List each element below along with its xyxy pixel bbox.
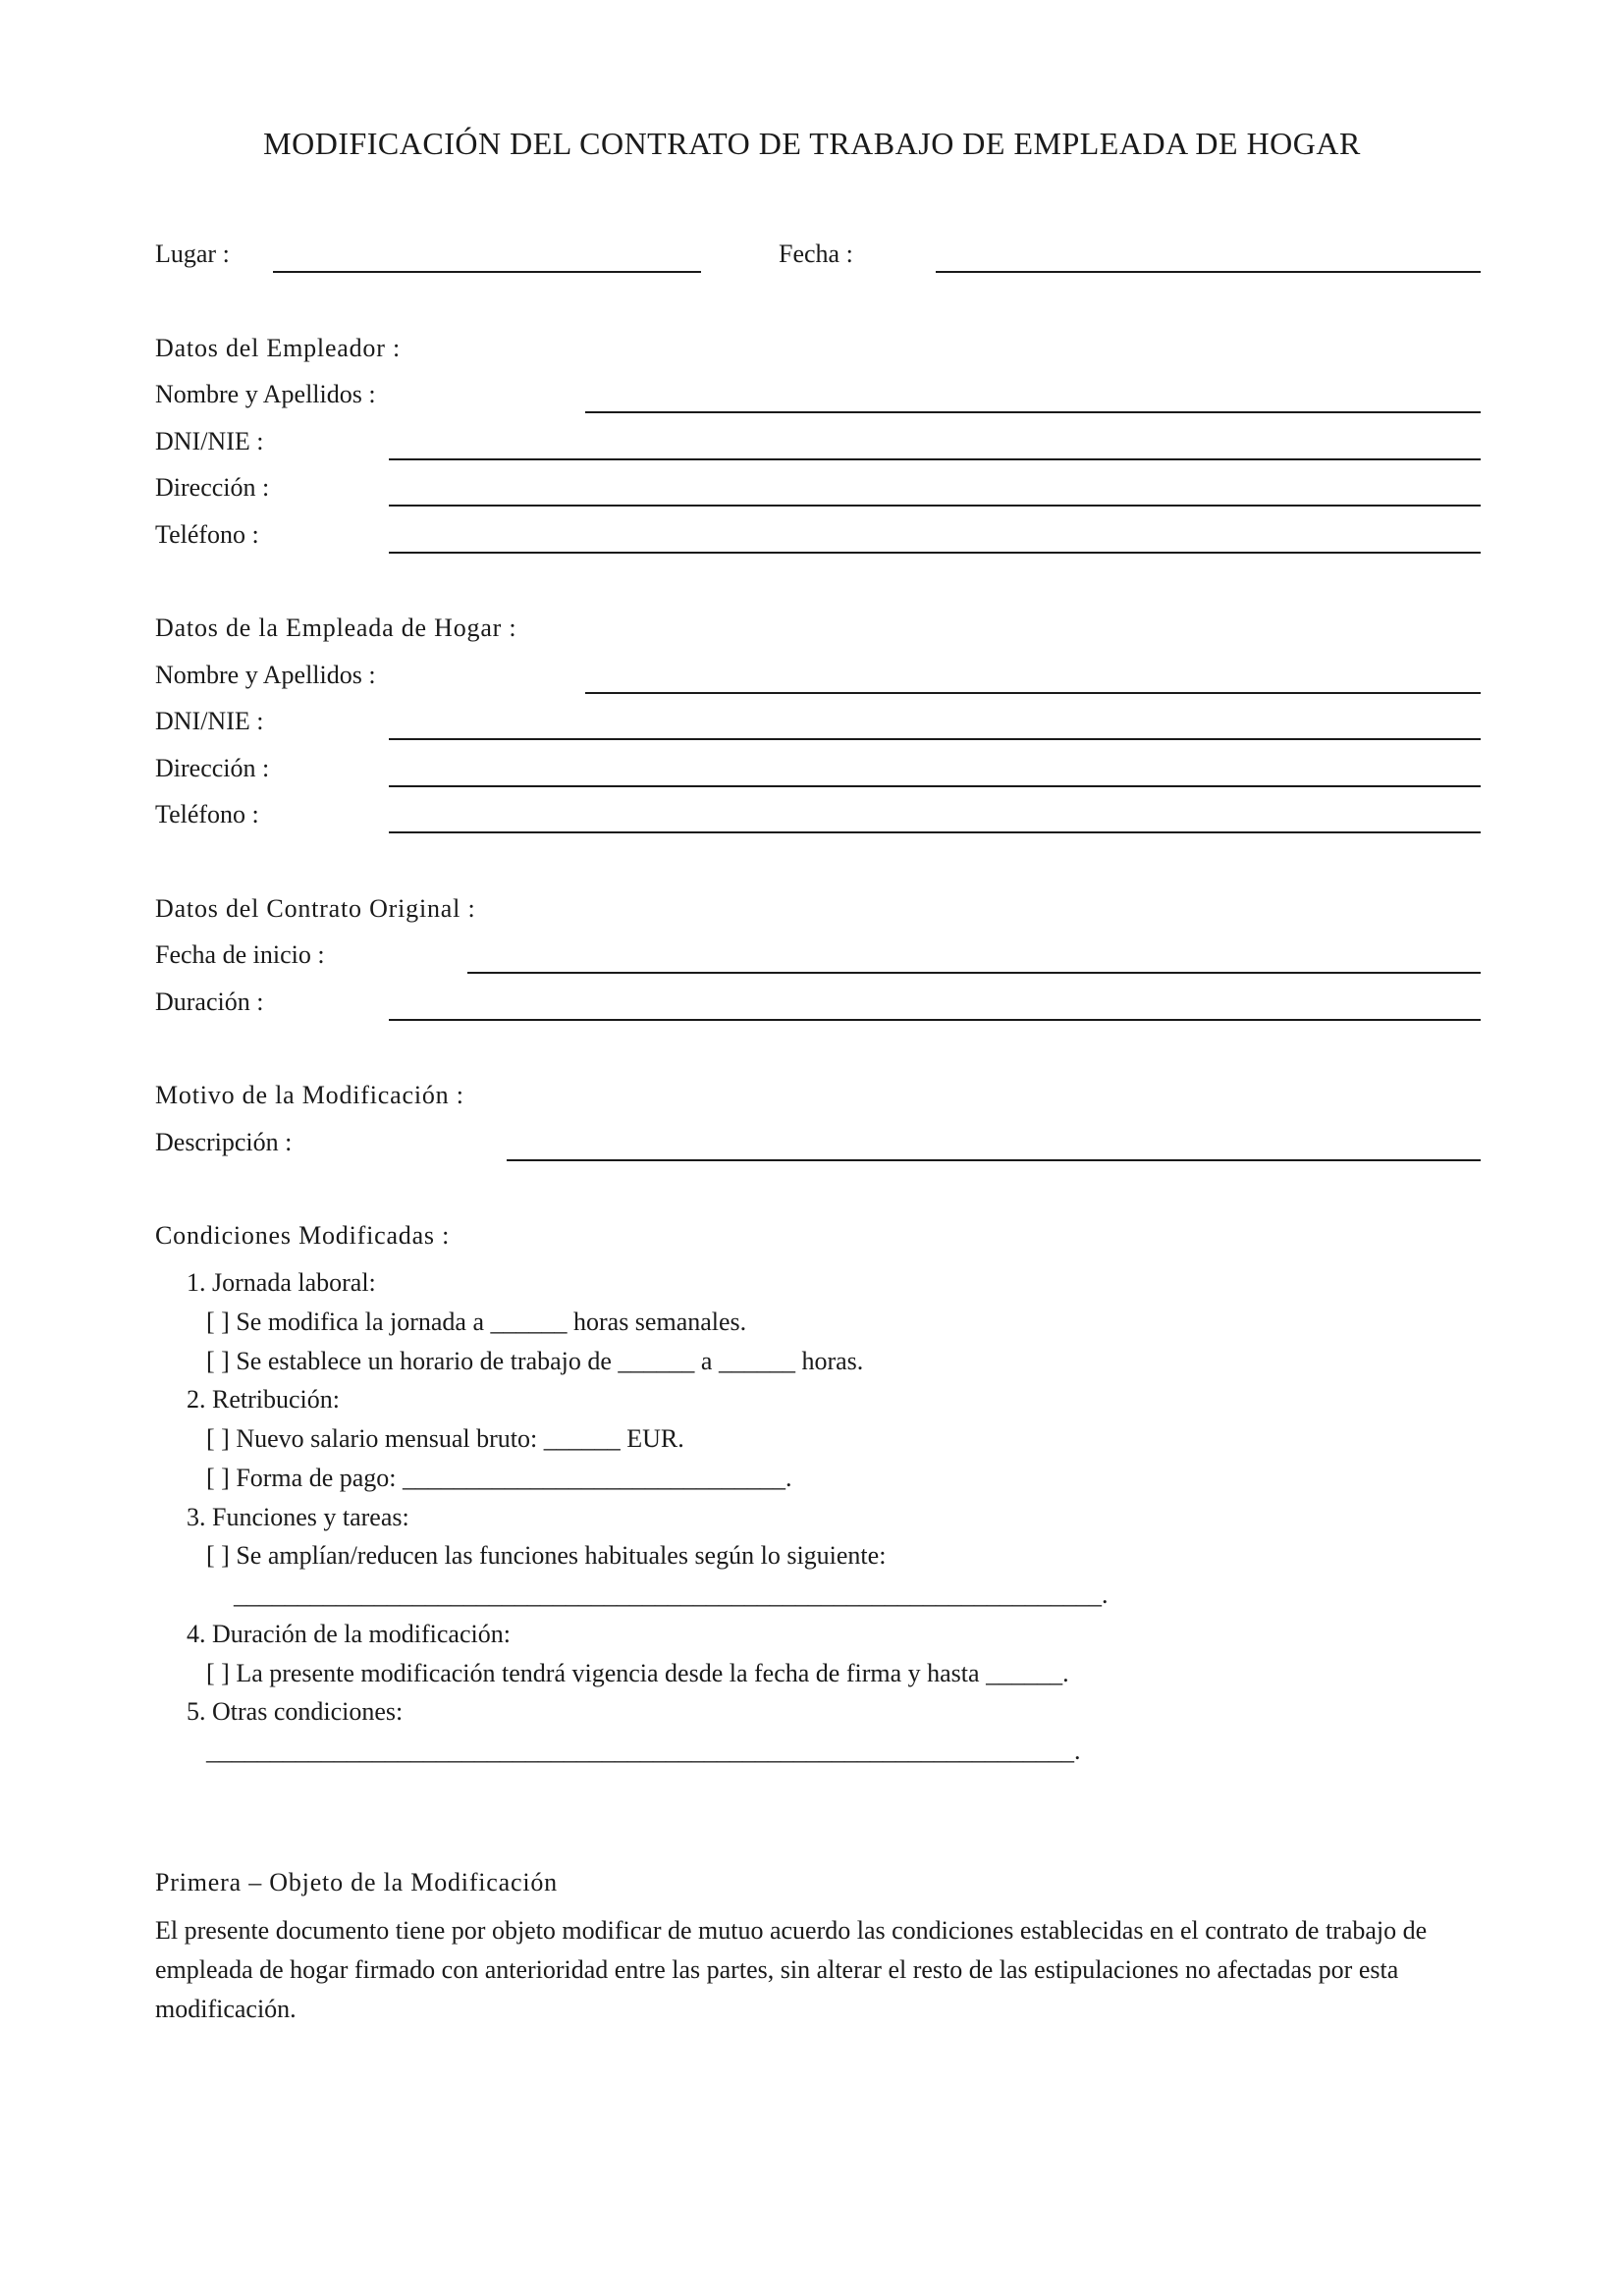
lugar-label: Lugar : bbox=[155, 240, 230, 268]
empleada-direccion-label: Dirección : bbox=[155, 754, 270, 782]
condicion-jornada-opcion-2[interactable]: [ ] Se establece un horario de trabajo de ______ a ______ horas. bbox=[206, 1347, 864, 1375]
empleador-direccion-label: Dirección : bbox=[155, 473, 270, 502]
condiciones-heading: Condiciones Modificadas : bbox=[155, 1221, 451, 1250]
fecha-field[interactable] bbox=[936, 271, 1481, 273]
empleada-dni-field[interactable] bbox=[389, 738, 1481, 740]
contrato-duracion-label: Duración : bbox=[155, 988, 264, 1016]
condicion-otras-blank[interactable]: ____________________________________________________________________. bbox=[206, 1736, 1081, 1765]
condicion-funciones-blank[interactable]: ____________________________________________________________________. bbox=[234, 1580, 1109, 1609]
lugar-field[interactable] bbox=[273, 271, 701, 273]
condicion-funciones-opcion-1[interactable]: [ ] Se amplían/reducen las funciones habituales según lo siguiente: bbox=[206, 1541, 887, 1570]
empleador-nombre-label: Nombre y Apellidos : bbox=[155, 380, 376, 408]
empleada-telefono-field[interactable] bbox=[389, 831, 1481, 833]
condicion-duracion-title: 4. Duración de la modificación: bbox=[187, 1620, 511, 1648]
condicion-jornada-title: 1. Jornada laboral: bbox=[187, 1268, 376, 1297]
contrato-heading: Datos del Contrato Original : bbox=[155, 894, 476, 923]
fecha-label: Fecha : bbox=[779, 240, 853, 268]
condicion-retribucion-opcion-2[interactable]: [ ] Forma de pago: ______________________________. bbox=[206, 1464, 792, 1492]
motivo-descripcion-label: Descripción : bbox=[155, 1128, 293, 1156]
condicion-otras-title: 5. Otras condiciones: bbox=[187, 1697, 404, 1726]
empleada-nombre-field[interactable] bbox=[585, 692, 1481, 694]
clausula-text: El presente documento tiene por objeto modificar de mutuo acuerdo las condiciones establecidas en el contrato de trabajo de empleada de hogar firmado con anterioridad entre las partes, sin alterar el resto de las estipulaciones no afectadas por esta modificación. bbox=[155, 1916, 1428, 2023]
empleador-telefono-field[interactable] bbox=[389, 552, 1481, 554]
empleador-telefono-label: Teléfono : bbox=[155, 520, 259, 549]
condicion-retribucion-title: 2. Retribución: bbox=[187, 1385, 340, 1414]
contrato-fecha-inicio-label: Fecha de inicio : bbox=[155, 940, 325, 969]
document-title: MODIFICACIÓN DEL CONTRATO DE TRABAJO DE EMPLEADA DE HOGAR bbox=[263, 126, 1361, 161]
clausula-heading: Primera – Objeto de la Modificación bbox=[155, 1868, 558, 1896]
empleador-dni-label: DNI/NIE : bbox=[155, 427, 264, 455]
contrato-fecha-inicio-field[interactable] bbox=[467, 972, 1481, 974]
empleador-heading: Datos del Empleador : bbox=[155, 334, 402, 362]
empleada-telefono-label: Teléfono : bbox=[155, 800, 259, 828]
condicion-duracion-opcion-1[interactable]: [ ] La presente modificación tendrá vigencia desde la fecha de firma y hasta ______. bbox=[206, 1659, 1069, 1687]
motivo-heading: Motivo de la Modificación : bbox=[155, 1081, 464, 1109]
empleada-heading: Datos de la Empleada de Hogar : bbox=[155, 614, 517, 642]
empleada-nombre-label: Nombre y Apellidos : bbox=[155, 661, 376, 689]
contrato-duracion-field[interactable] bbox=[389, 1019, 1481, 1021]
empleador-dni-field[interactable] bbox=[389, 458, 1481, 460]
condicion-jornada-opcion-1[interactable]: [ ] Se modifica la jornada a ______ horas semanales. bbox=[206, 1308, 747, 1336]
motivo-descripcion-field[interactable] bbox=[507, 1159, 1481, 1161]
empleador-direccion-field[interactable] bbox=[389, 505, 1481, 507]
condicion-retribucion-opcion-1[interactable]: [ ] Nuevo salario mensual bruto: ______ EUR. bbox=[206, 1424, 684, 1453]
condicion-funciones-title: 3. Funciones y tareas: bbox=[187, 1503, 409, 1531]
empleada-direccion-field[interactable] bbox=[389, 785, 1481, 787]
empleador-nombre-field[interactable] bbox=[585, 411, 1481, 413]
empleada-dni-label: DNI/NIE : bbox=[155, 707, 264, 735]
